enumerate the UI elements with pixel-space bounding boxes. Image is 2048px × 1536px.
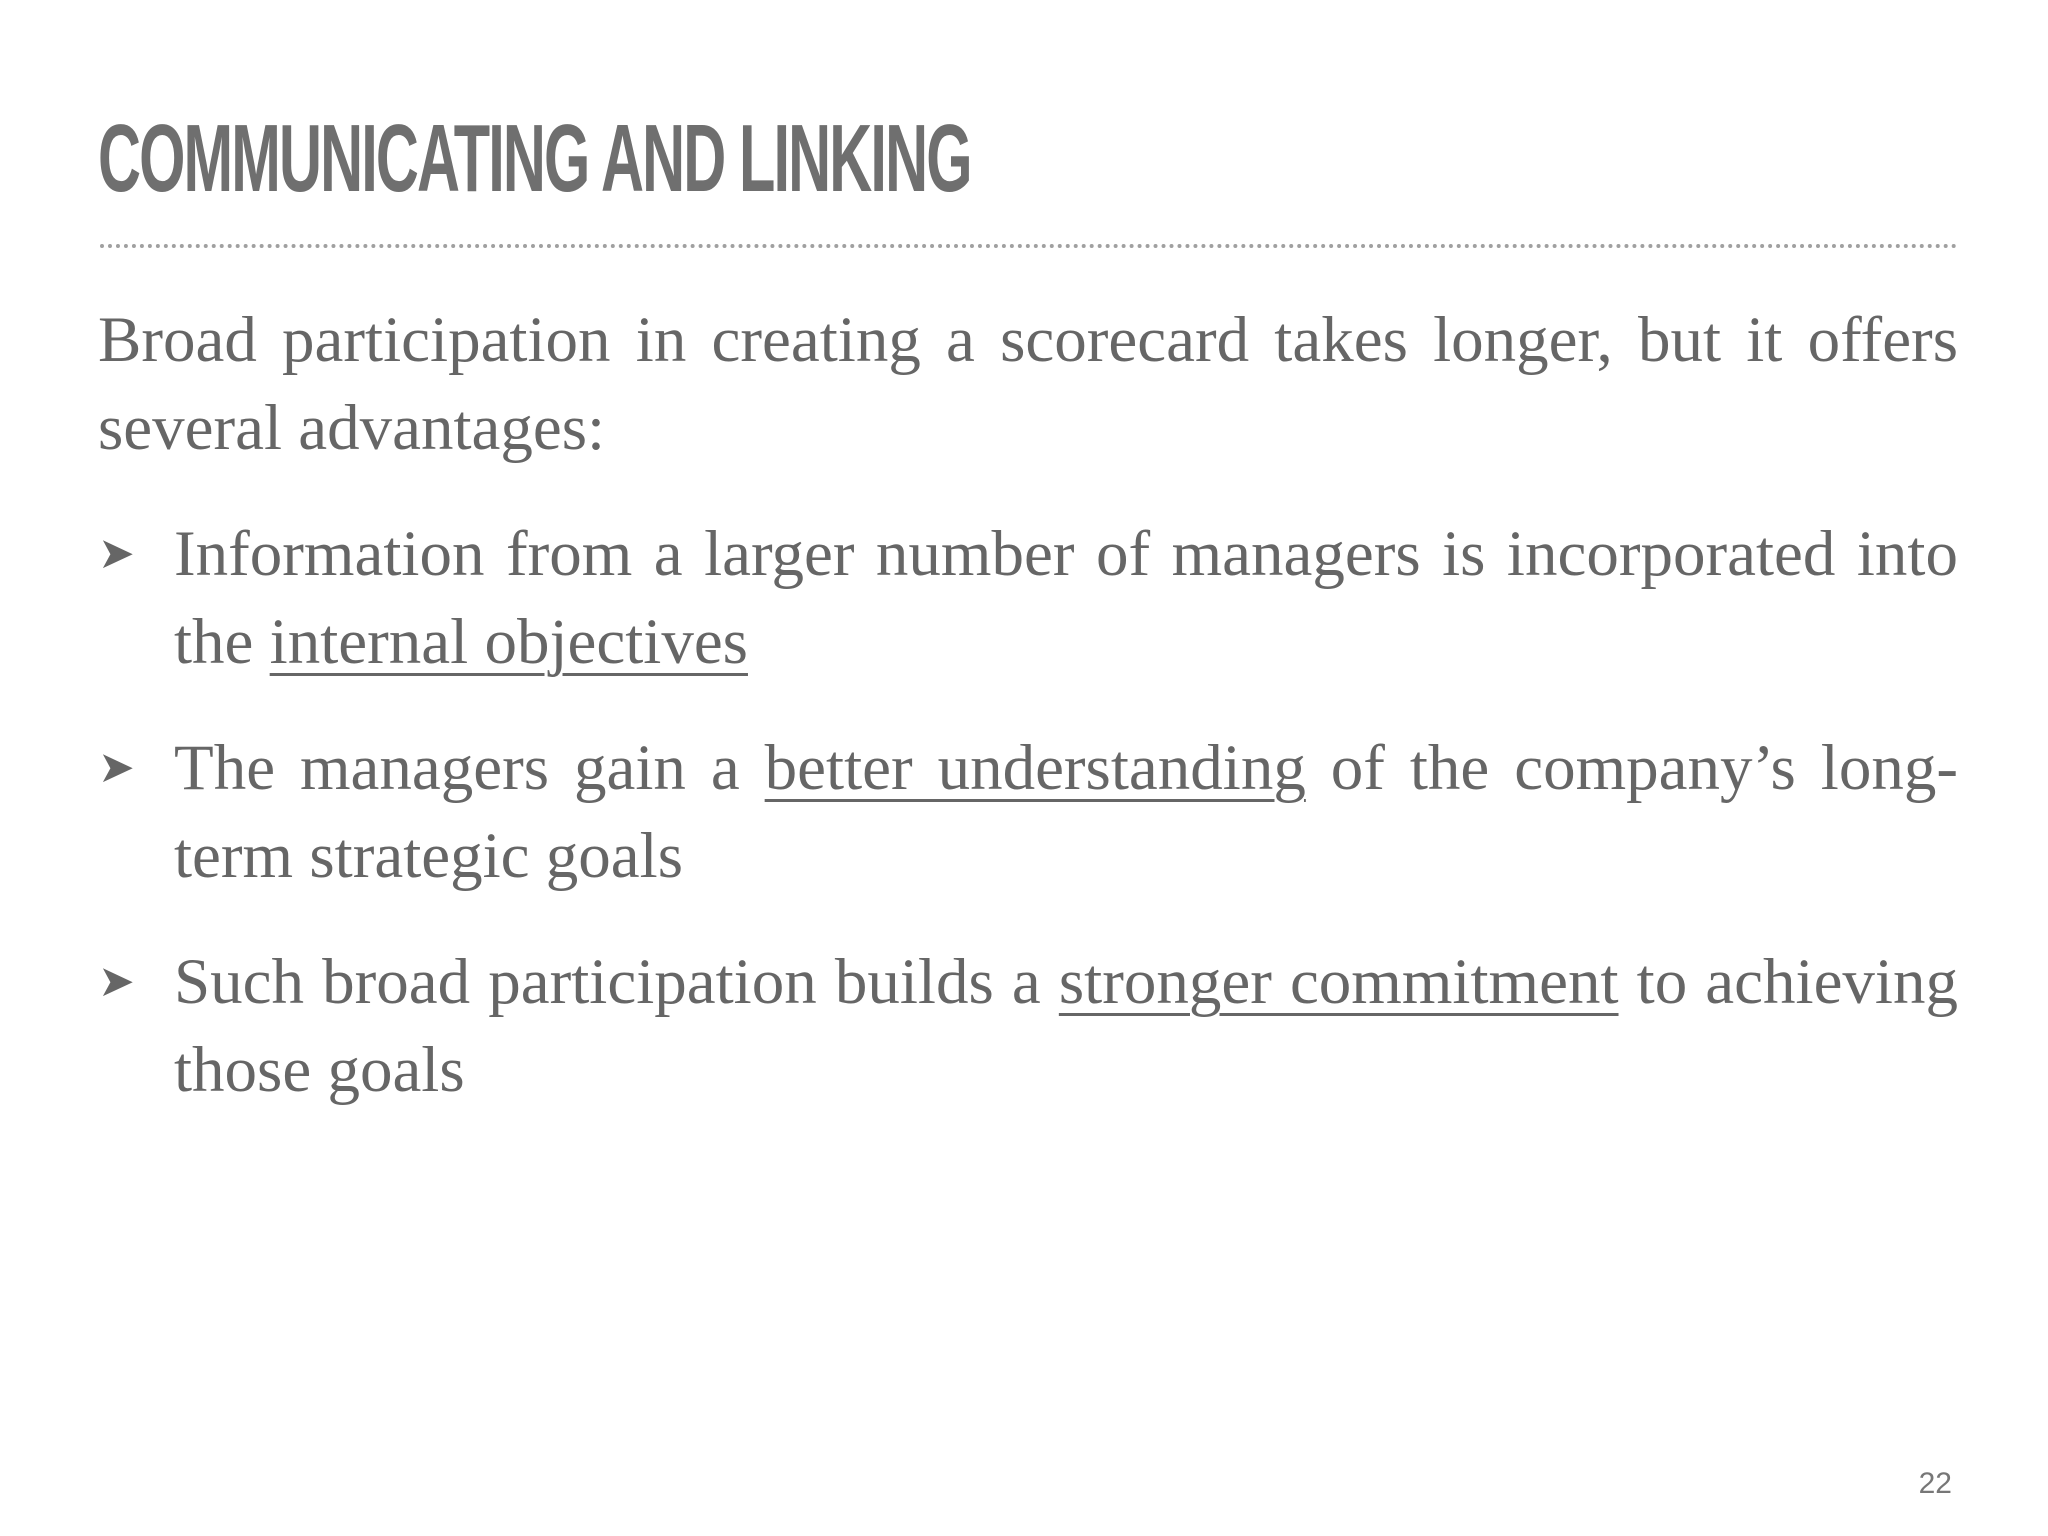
bullet-list [98,510,1958,1114]
bullet-text-pre: The managers gain a [174,732,765,804]
bullet-emphasis: stronger commitment [1058,946,1619,1018]
bullet-text-post: to achieving those goals [174,946,1958,1106]
slide-content [98,296,1958,1152]
bullet-emphasis: better understanding [764,732,1306,804]
page-number: 22 [1918,1467,1952,1500]
slide-title: COMMUNICATING AND LINKING [98,105,971,212]
bullet-item-stronger-commitment [98,938,1958,1114]
bullet-item-better-understanding [98,724,1958,900]
arrowhead-bullet-icon: ➤ [98,528,135,579]
intro-paragraph: Broad participation in creating a scorecard takes longer, but it offers several advantages: [98,304,1958,464]
arrowhead-bullet-icon: ➤ [98,956,135,1007]
bullet-text-pre: Information from a larger number of managers is incorporated into the [174,518,1958,678]
arrowhead-bullet-icon: ➤ [98,742,135,793]
bullet-text-post: of the company’s long-term strategic goals [174,732,1958,892]
bullet-item-internal-objectives [98,510,1958,686]
bullet-text-pre: Such broad participation builds a [174,946,1059,1018]
title-divider [100,244,1958,248]
bullet-emphasis: internal objectives [269,606,748,678]
